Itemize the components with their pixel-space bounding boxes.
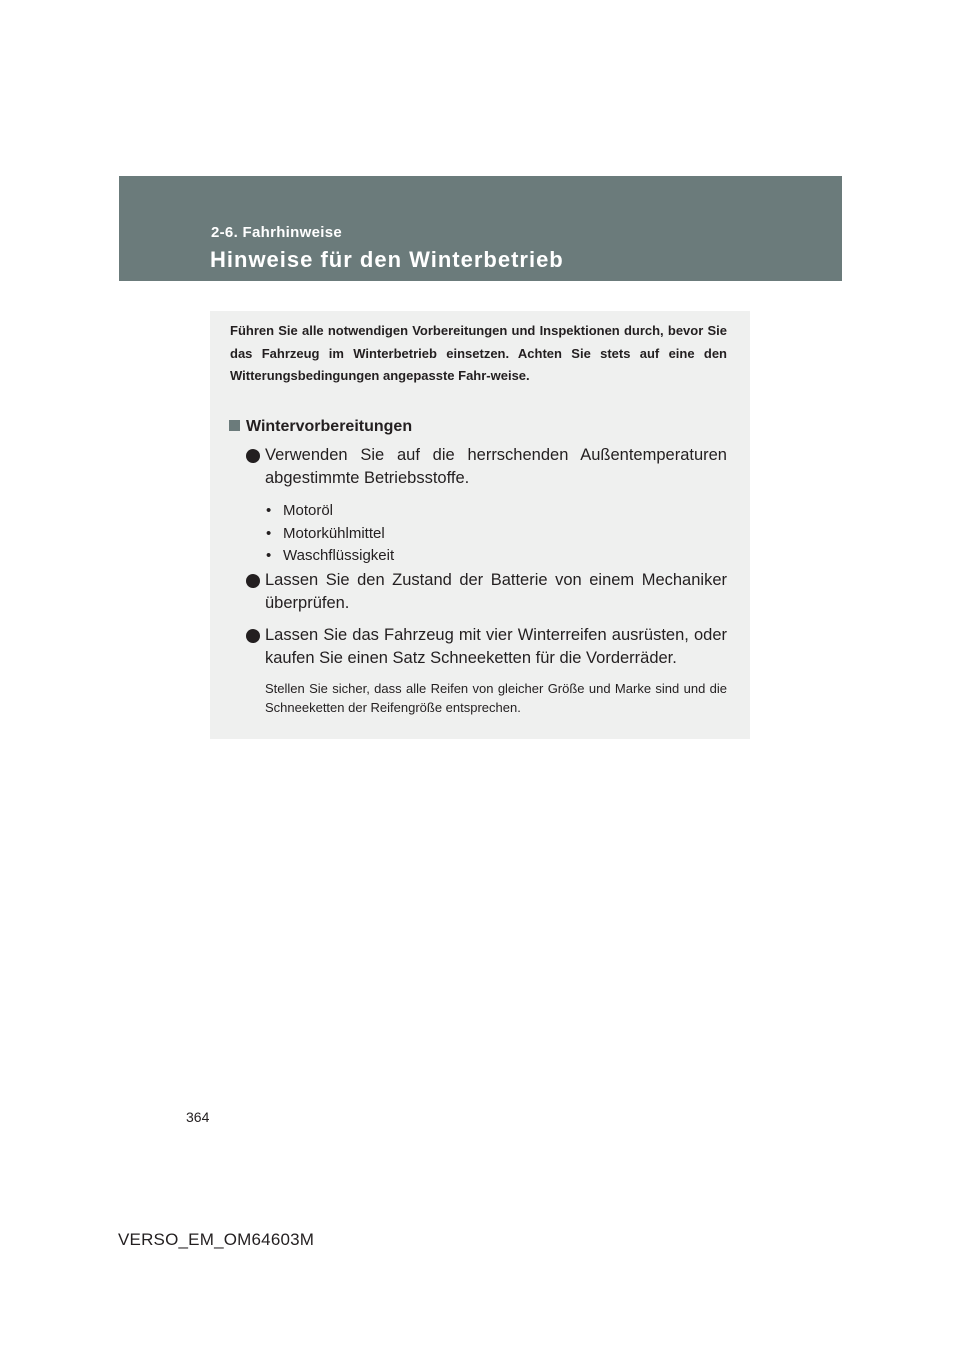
content-box (210, 311, 750, 739)
list-item (246, 569, 727, 615)
list-item-text: Lassen Sie den Zustand der Batterie von einem Mechaniker überprüfen. (265, 571, 727, 612)
list-item (246, 624, 727, 670)
bullet-dot-icon (246, 629, 260, 643)
section-label: 2-6. Fahrhinweise (211, 224, 342, 241)
document-code: VERSO_EM_OM64603M (118, 1230, 315, 1249)
subheading-label: Wintervorbereitungen (246, 418, 413, 435)
square-bullet-icon (229, 420, 240, 431)
subheading (229, 418, 412, 436)
page-number: 364 (186, 1109, 210, 1125)
bullet-dot-icon (246, 574, 260, 588)
sublist-item: • Waschflüssigkeit (266, 545, 394, 568)
sublist-item: • Motoröl (266, 500, 394, 523)
intro-paragraph: Führen Sie alle notwendigen Vorbereitungen und Inspektionen durch, bevor Sie das Fahrzeug im Winterbetrieb einsetzen. Achten Sie stets auf eine den Witterungsbedingungen angepasste Fahr-weise. (230, 323, 727, 383)
page-title: Hinweise für den Winterbetrieb (210, 247, 564, 272)
list-item (246, 444, 727, 490)
list-item-text: Verwenden Sie auf die herrschenden Außentemperaturen abgestimmte Betriebsstoffe. (265, 446, 727, 487)
bullet-dot-icon (246, 449, 260, 463)
fluids-sublist (266, 500, 394, 568)
list-item-text: Lassen Sie das Fahrzeug mit vier Winterreifen ausrüsten, oder kaufen Sie einen Satz Schneeketten für die Vorderräder. (265, 626, 727, 667)
note-text: Stellen Sie sicher, dass alle Reifen von gleicher Größe und Marke sind und die Schneeketten der Reifengröße entsprechen. (265, 681, 727, 715)
header-band (119, 176, 842, 281)
sublist-item: • Motorkühlmittel (266, 523, 394, 546)
